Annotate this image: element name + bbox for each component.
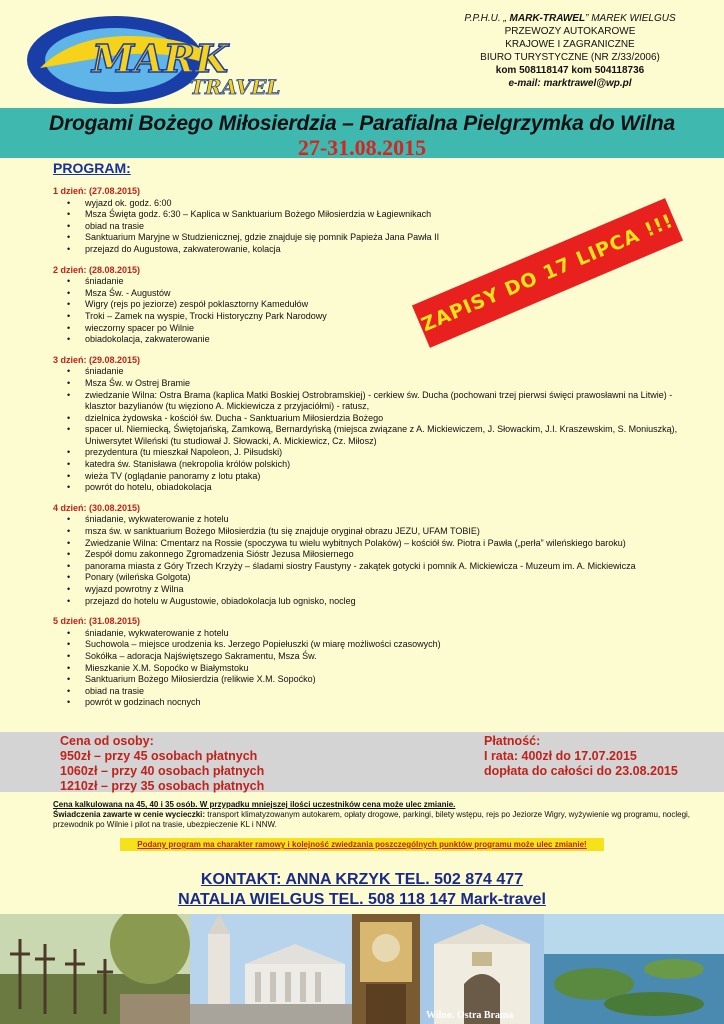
activity-item: • Sokółka – adoracja Najświętszego Sakramentu, Msza Św. [67, 651, 693, 663]
payment-line: dopłata do całości do 23.08.2015 [484, 764, 678, 778]
activity-item: • obiadokolacja, zakwaterowanie [67, 334, 693, 346]
trakai-lakes-photo [544, 914, 724, 1024]
mark-travel-logo [20, 8, 320, 108]
activity-item: • obiad na trasie [67, 221, 693, 233]
price-band [0, 732, 724, 792]
activity-item: • powrót do hotelu, obiadokolacja [67, 482, 693, 494]
contact-block [0, 870, 724, 910]
day-activities [67, 628, 693, 709]
vilnius-cathedral-photo [190, 914, 352, 1024]
activity-item: • przejazd do hotelu w Augustowie, obiadokolacja lub ognisko, nocleg [67, 596, 693, 608]
day-activities [67, 276, 693, 346]
activity-item: • wieża TV (oglądanie panoramy z lotu ptaka) [67, 471, 693, 483]
title-band [0, 108, 724, 158]
activity-item: • Wigry (rejs po jeziorze) zespół poklasztorny Kamedułów [67, 299, 693, 311]
activity-item: • dzielnica żydowska - kościół św. Ducha - Sanktuarium Miłosierdzia Bożego [67, 413, 693, 425]
trip-date: 27-31.08.2015 [297, 135, 427, 160]
price-per-person [60, 734, 264, 794]
program-day [53, 616, 693, 709]
price-line: 950zł – przy 45 osobach płatnych [60, 749, 258, 763]
hill-of-crosses-photo [0, 914, 190, 1024]
program-day [53, 503, 693, 607]
payment-line: I rata: 400zł do 17.07.2015 [484, 749, 637, 763]
activity-item: • katedra św. Stanisława (nekropolia królów polskich) [67, 459, 693, 471]
activity-item: • Suchowola – miejsce urodzenia ks. Jerzego Popiełuszki (w miarę możliwości czasowych) [67, 639, 693, 651]
program-heading: PROGRAM: [53, 160, 131, 176]
payment-info [484, 734, 678, 779]
photo-caption: Wilno. Ostra Brama [426, 1010, 514, 1021]
logo-text-main: MARK [92, 36, 229, 81]
price-title: Cena od osoby: [60, 734, 154, 748]
activity-item: • Zespół domu zakonnego Zgromadzenia Sióstr Jezusa Miłosiernego [67, 549, 693, 561]
gate-of-dawn-photo [420, 914, 544, 1024]
activity-item: • śniadanie, wykwaterowanie z hotelu [67, 628, 693, 640]
company-phones: kom 508118147 kom 504118736 [495, 65, 645, 76]
activity-item: • spacer ul. Niemiecką, Świętojańską, Zamkową, Bernardyńską (miejsca związane z A. Mickiewiczem, J. Słowackim, J.I. Kraszewskim, S. Moniuszką), Uniwersytet Wileński (tu studiował J. Słowacki, A. Mickiewicz, Cz. Miłosz) [67, 424, 693, 447]
activity-item: • Sanktuarium Bożego Miłosierdzia (relikwie X.M. Sopoćko) [67, 674, 693, 686]
activity-item: • Troki – Zamek na wyspie, Trocki Historyczny Park Narodowy [67, 311, 693, 323]
program-disclaimer: Podany program ma charakter ramowy i kolejność zwiedzania poszczególnych punktów programu może ulec zmianie! [120, 838, 604, 851]
activity-item: • panorama miasta z Góry Trzech Krzyży – śladami siostry Faustyny - zakątek gotycki i pomnik A. Mickiewicza - Muzeum im. A. Mickiewicza [67, 561, 693, 573]
price-notes [53, 800, 718, 830]
program-day [53, 355, 693, 494]
page-title: Drogami Bożego Miłosierdzia – Parafialna Pielgrzymka do Wilna [49, 112, 675, 135]
company-line-2: PRZEWOZY AUTOKAROWE [504, 26, 636, 37]
price-calculation-note: Cena kalkulowana na 45, 40 i 35 osób. W przypadku mniejszej ilości uczestników cena może ulec zmianie. [53, 800, 456, 809]
company-line-1: P.P.H.U. „ MARK-TRAWEL” MAREK WIELGUS [464, 13, 676, 24]
payment-title: Płatność: [484, 734, 541, 748]
activity-item: • Sanktuarium Maryjne w Studzienicznej, gdzie znajduje się pomnik Papieża Jana Pawła II [67, 232, 693, 244]
price-line: 1060zł – przy 40 osobach płatnych [60, 764, 265, 778]
photo-strip [0, 914, 724, 1024]
divine-mercy-painting-photo [352, 914, 420, 1024]
day-title: 5 dzień: (31.08.2015) [53, 616, 141, 627]
company-line-3: KRAJOWE I ZAGRANICZNE [505, 39, 635, 50]
activity-item: • Zwiedzanie Wilna: Cmentarz na Rossie (spoczywa tu wielu wybitnych Polaków) – kościół św. Piotra i Pawła („perła” wileńskiego baroku) [67, 538, 693, 550]
activity-item: • obiad na trasie [67, 686, 693, 698]
price-line: 1210zł – przy 35 osobach płatnych [60, 779, 265, 793]
activity-item: • prezydentura (tu mieszkał Napoleon, J. Piłsudski) [67, 447, 693, 459]
contact-line-2: NATALIA WIELGUS TEL. 508 118 147 Mark-travel [178, 891, 546, 908]
day-title: 4 dzień: (30.08.2015) [53, 502, 141, 513]
company-line-4: BIURO TURYSTYCZNE (NR Z/33/2006) [480, 52, 660, 63]
activity-item: • śniadanie [67, 366, 693, 378]
activity-item: • śniadanie, wykwaterowanie z hotelu [67, 514, 693, 526]
included-services: Świadczenia zawarte w cenie wycieczki: transport klimatyzowanym autokarem, opłaty drogowe, parkingi, bilety wstępu, rejs po Jeziorze Wigry, wyżywienie wg programu, noclegi, przewodnik po Wilnie i pilot na trasie, ubezpieczenie KL i NNW. [53, 810, 691, 829]
day-activities [67, 366, 693, 494]
activity-item: • wyjazd powrotny z Wilna [67, 584, 693, 596]
signup-deadline-text: ZAPISY DO 17 LIPCA !!! [418, 209, 677, 337]
activity-item: • Msza Święta godz. 6:30 – Kaplica w Sanktuarium Bożego Miłosierdzia w Łagiewnikach [67, 209, 693, 221]
activity-item: • wieczorny spacer po Wilnie [67, 323, 693, 335]
activity-item: • przejazd do Augustowa, zakwaterowanie, kolacja [67, 244, 693, 256]
activity-item: • Msza Św. w Ostrej Bramie [67, 378, 693, 390]
activity-item: • powrót w godzinach nocnych [67, 697, 693, 709]
activity-item: • Ponary (wileńska Golgota) [67, 572, 693, 584]
activity-item: • zwiedzanie Wilna: Ostra Brama (kaplica Matki Boskiej Ostrobramskiej) - cerkiew św. Ducha (pochowani trzej pierwsi święci prawosławni na Litwie) - klasztor bazylianów (tu więziono A. Mickiewicza z przyjaciółmi) - ratusz, [67, 390, 693, 413]
day-title: 2 dzień: (28.08.2015) [53, 264, 141, 275]
contact-line-1: KONTAKT: ANNA KRZYK TEL. 502 874 477 [200, 871, 524, 888]
company-email: e-mail: marktrawel@wp.pl [508, 78, 632, 89]
activity-item: • wyjazd ok. godz. 6:00 [67, 198, 693, 210]
company-info [420, 12, 720, 90]
activity-item: • msza św. w sanktuarium Bożego Miłosierdzia (tu się znajduje oryginał obrazu JEZU, UFAM TOBIE) [67, 526, 693, 538]
day-title: 1 dzień: (27.08.2015) [53, 186, 141, 196]
logo-text-sub: TRAVEL [190, 75, 281, 99]
day-activities [67, 514, 693, 607]
activity-item: • Mieszkanie X.M. Sopoćko w Białymstoku [67, 663, 693, 675]
activity-item: • śniadanie [67, 276, 693, 288]
activity-item: • Msza Św. - Augustów [67, 288, 693, 300]
day-title: 3 dzień: (29.08.2015) [53, 354, 141, 365]
